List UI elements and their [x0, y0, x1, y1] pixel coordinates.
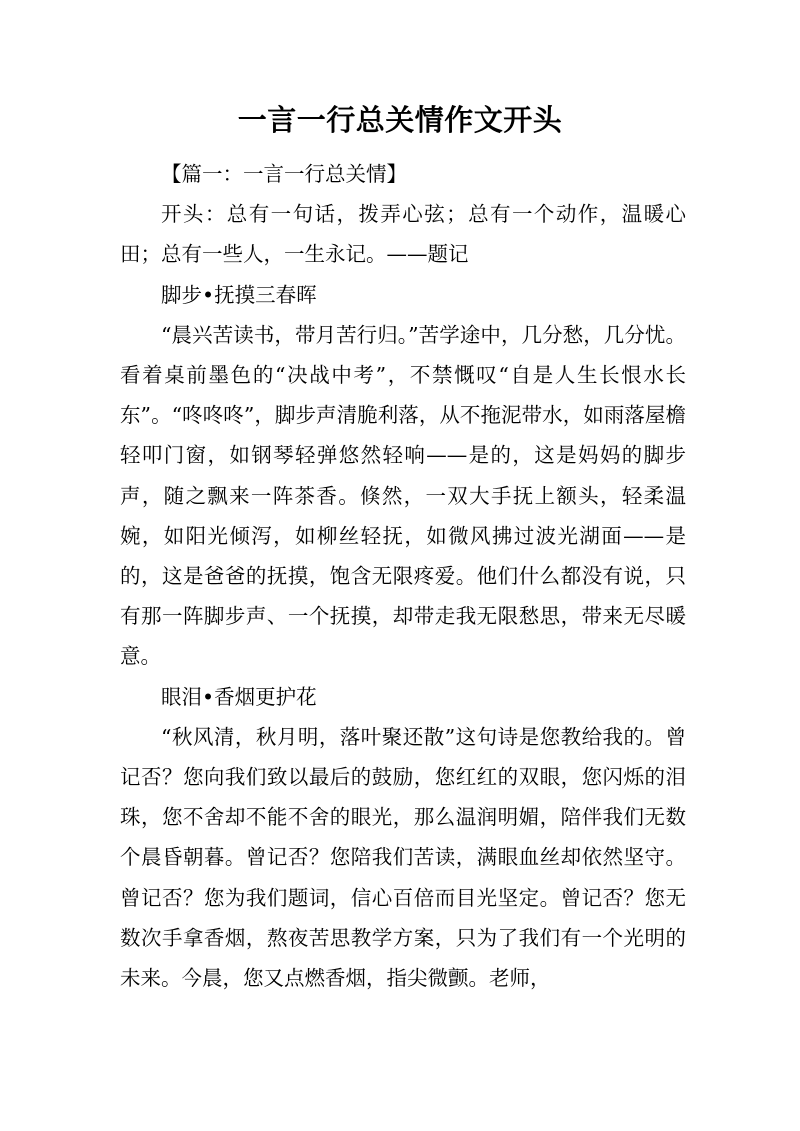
section-heading-3: 眼泪•香烟更护花	[161, 684, 317, 709]
section-heading-2: 脚步•抚摸三春晖	[161, 282, 317, 307]
section-heading-1: 【篇一：一言一行总关情】	[161, 162, 407, 186]
paragraph-footsteps: “晨兴苦读书，带月苦行归。”苦学途中，几分愁，几分忧。看着桌前墨色的“决战中考”，不禁慨叹“自是人生长恨水长东”。“咚咚咚”，脚步声清脆利落，从不拖泥带水，如雨落屋檐轻叩门窗，如钢琴轻弹悠然轻响——是的，这是妈妈的脚步声，随之飘来一阵茶香。倏然，一双大手抚上额头，轻柔温婉，如阳光倾泻，如柳丝轻抚，如微风拂过波光湖面——是的，这是爸爸的抚摸，饱含无限疼爱。他们什么都没有说，只有那一阵脚步声、一个抚摸，却带走我无限愁思，带来无尽暖意。	[120, 322, 686, 669]
paragraph-opening: 开头：总有一句话，拨弄心弦；总有一个动作，温暖心田；总有一些人，一生永记。——题记	[120, 202, 686, 267]
document-body	[120, 154, 686, 998]
document-title: 一言一行总关情作文开头	[237, 103, 563, 137]
paragraph-tears: “秋风清，秋月明，落叶聚还散”这句诗是您教给我的。曾记否？您向我们致以最后的鼓励，您红红的双眼，您闪烁的泪珠，您不舍却不能不舍的眼光，那么温润明媚，陪伴我们无数个晨昏朝暮。曾记否？您陪我们苦读，满眼血丝却依然坚守。曾记否？您为我们题词，信心百倍而目光坚定。曾记否？您无数次手拿香烟，熬夜苦思教学方案，只为了我们有一个光明的未来。今晨，您又点燃香烟，指尖微颤。老师，	[120, 724, 686, 991]
